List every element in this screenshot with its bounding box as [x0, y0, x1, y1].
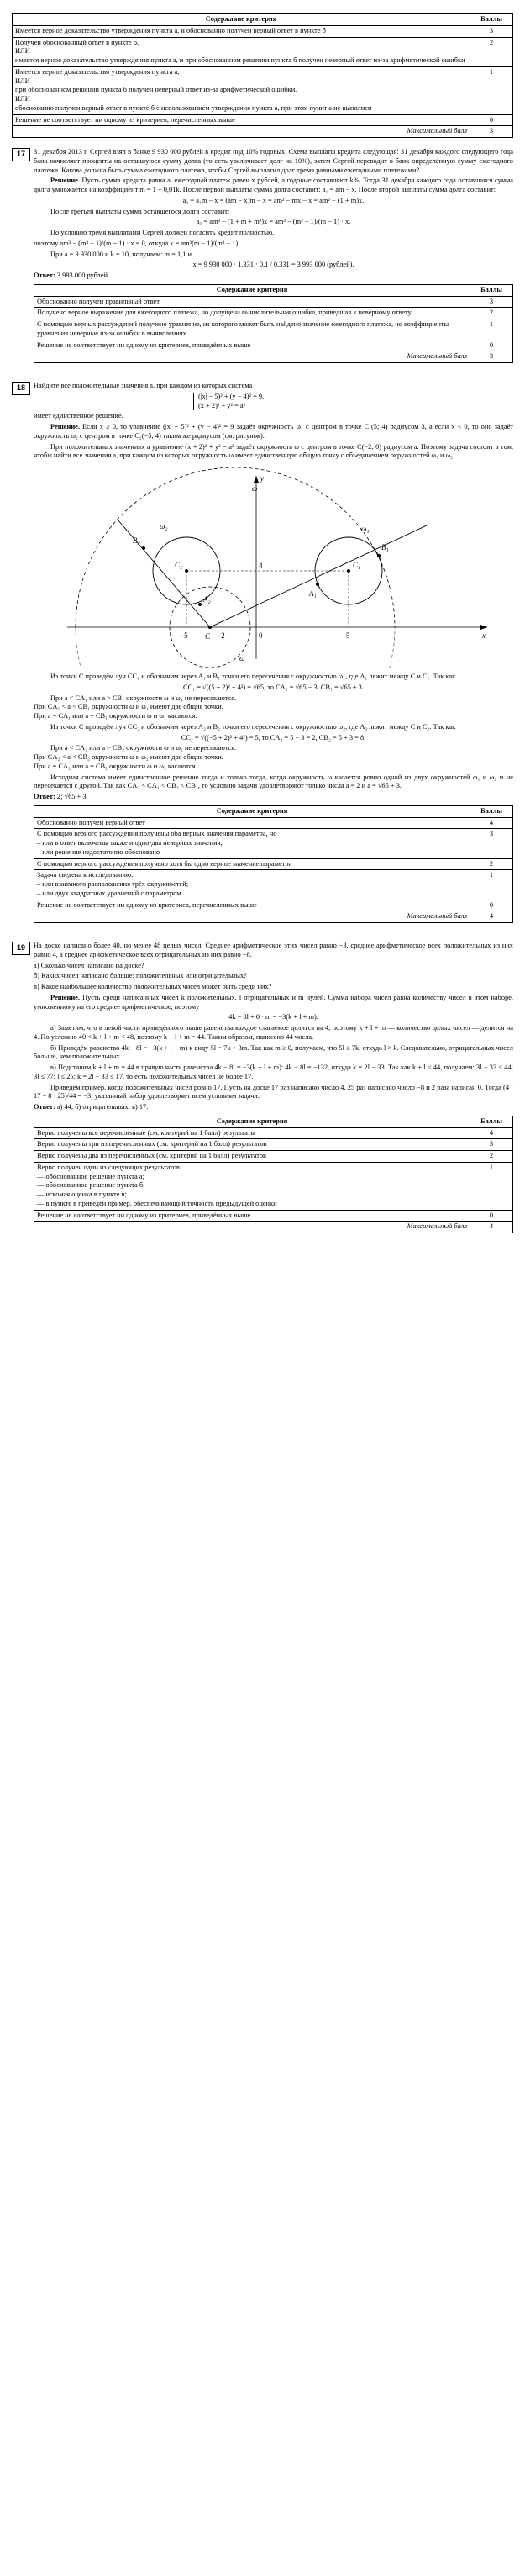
criteria-points: 0	[470, 900, 513, 911]
point-C	[208, 626, 212, 629]
criteria-points: 3	[470, 829, 513, 858]
solution-paragraph	[34, 177, 513, 195]
point-A1	[316, 583, 319, 586]
equation: x = 9 930 000 · 1,331 · 0,1 / 0,331 = 3 993 000 (рублей).	[192, 261, 354, 269]
equation: CC₁ = √((5 + 2)² + 4²) = √65, то CA₁ = √65 − 3, CB₁ = √65 + 3.	[183, 683, 364, 691]
problem-17	[12, 148, 513, 372]
tick-minus5: −5	[180, 631, 188, 640]
solution-paragraph	[34, 994, 513, 1012]
ray-CC2	[118, 520, 210, 627]
criteria-header-row	[34, 805, 513, 817]
solution-text: По условию тремя выплатами Сергей должен погасить кредит полностью,	[50, 229, 275, 236]
max-score-label: Максимальный балл	[13, 126, 470, 138]
criteria-header-row	[34, 284, 513, 296]
circle-omega-large	[76, 467, 395, 627]
criteria-points: 2	[470, 1151, 513, 1163]
criteria-points: 3	[470, 25, 513, 37]
answer-label: Ответ:	[34, 272, 55, 279]
criteria-points: 0	[470, 114, 513, 126]
criteria-row	[34, 340, 513, 351]
criteria-header-label: Содержание критерия	[34, 1116, 470, 1127]
label-C: C	[205, 632, 211, 641]
max-score-value: 3	[470, 126, 513, 138]
equation: a₂ = a₁m − x = (am − x)m − x = am² − mx − x = am² − (1 + m)x.	[182, 196, 365, 204]
max-score-row	[13, 126, 513, 138]
answer-label: Ответ:	[34, 793, 55, 800]
criteria-row	[34, 858, 513, 870]
solution-text: При a < CA₂ или a > CB₂ окружности ω и ω₂ не пересекаются. При CA₂ < a < CB₂ окружности ω и ω₂ имеют две общие точки. При a = CA₂ или a = CB₂ окружности ω и ω₂ касаются.	[34, 744, 237, 770]
solution-text: а) Заметим, что в левой части приведённого выше равенства каждое слагаемое делится на 4, поэтому k + l + m — количество целых чисел — делится на 4. По условию 40 < k + l + m < 48, поэтому k + l + m = 44. Таким образом, написано 44 числа.	[34, 1024, 513, 1041]
max-score-label: Максимальный балл	[34, 351, 470, 363]
criteria-row	[34, 1139, 513, 1151]
criteria-points: 1	[470, 1162, 513, 1210]
max-score-value: 4	[470, 911, 513, 923]
criteria-text: Имеется верное доказательство утверждения пункта а, ИЛИ при обоснованном решении пункта б получен неверный ответ из-за арифметической ошибки, ИЛИ обоснованно получен верный ответ в пункте б с использованием утверждения пункта а, при этом пункт а не выполнен	[13, 66, 470, 114]
criteria-row	[34, 900, 513, 911]
label-x-axis: x	[482, 631, 486, 640]
question-a: а) Сколько чисел написано на доске?	[34, 961, 144, 969]
answer-text: а) 44; б) отрицательных; в) 17.	[56, 1103, 149, 1111]
ray-CC1	[210, 525, 428, 627]
solution-text: Если x ≥ 0, то уравнение (|x| − 5)² + (y − 4)² = 9 задаёт окружность ω₁ с центром в точке C₁(5; 4) радиусом 3, а если x < 0, то оно задаёт окружность ω₂ с центром в точке C₂(−5; 4) таким же радиусом (см. рисунок).	[34, 423, 514, 440]
criteria-table-16	[12, 13, 513, 138]
criteria-row	[34, 296, 513, 308]
max-score-label: Максимальный балл	[34, 1222, 470, 1233]
point-B1	[377, 554, 381, 557]
points-header-label: Баллы	[470, 284, 513, 296]
x-axis-arrow	[480, 625, 487, 630]
label-A1: A₁	[309, 589, 317, 598]
point-C2	[185, 569, 188, 573]
criteria-text: Верно получены все перечисленные (см. критерий на 1 балл) результаты	[34, 1127, 470, 1139]
criteria-row	[13, 66, 513, 114]
criteria-header-label: Содержание критерия	[34, 805, 470, 817]
problem-19	[12, 942, 513, 1242]
question-b: б) Каких чисел написано больше: положительных или отрицательных?	[34, 972, 247, 980]
criteria-points: 2	[470, 858, 513, 870]
solution-text: Приведём пример, когда положительных чисел ровно 17. Пусть на доске 17 раз написано число 4, 25 раз написано число −8 и 2 раза написан 0. Тогда (4 · 17 − 8 · 25)/44 = −3; указанный набор удовлетворяет всем условиям задачи.	[34, 1083, 513, 1101]
solution-text: Пусть среди написанных чисел k положительных, l отрицательных и m нулей. Сумма набора чисел равна количеству чисел в этом наборе, умноженному на его среднее арифметическое, поэтому	[34, 993, 513, 1011]
criteria-text: Решение не соответствует ни одному из критериев, приведённых выше	[34, 340, 470, 351]
criteria-row	[13, 37, 513, 66]
max-score-row	[34, 351, 513, 363]
solution-label: Решение.	[50, 177, 80, 185]
criteria-text: Получено верное выражение для ежегодного платежа, но допущена вычислительная ошибка, приведшая к неверному ответу	[34, 308, 470, 319]
criteria-row	[34, 817, 513, 829]
solution-text: Из точки C проведём луч CC₂ и обозначим через A₂ и B₂ точки его пересечения с окружностью ω₂, где A₂ лежит между C и C₂. Так как	[50, 722, 456, 731]
criteria-row	[34, 829, 513, 858]
criteria-text: Обоснованно получен правильный ответ	[34, 296, 470, 308]
answer-text: 2; √65 + 3.	[56, 793, 88, 800]
tick-5: 5	[346, 631, 350, 640]
criteria-points: 4	[470, 817, 513, 829]
problem-number: 19	[12, 942, 30, 955]
y-axis-arrow	[254, 476, 259, 483]
criteria-text: Верно получен один из следующих результатов: — обоснованное решение пункта а; — обоснованное решение пункта б; — искомая оценка в пункте в; — в пункте в приведён пример, обеспечивающий точность предыдущей оценки	[34, 1162, 470, 1210]
label-C2: C₂	[175, 561, 183, 569]
points-header-label: Баллы	[470, 1116, 513, 1127]
tick-0: 0	[259, 631, 263, 640]
problem-statement: Найдите все положительные значения a, при каждом из которых система	[34, 382, 253, 389]
criteria-points: 2	[470, 308, 513, 319]
criteria-text: С помощью верного рассуждения получены оба верных значения параметра, но – или в ответ включены также и одно-два неверных значения; – или решение недостаточно обосновано	[34, 829, 470, 858]
max-score-value: 4	[470, 1222, 513, 1233]
criteria-points: 3	[470, 1139, 513, 1151]
criteria-text: Верно получены три из перечисленных (см. критерий на 1 балл) результатов	[34, 1139, 470, 1151]
answer	[34, 272, 513, 281]
answer	[34, 793, 513, 802]
solution-text: При положительных значениях a уравнение (x + 2)² + y² = a² задаёт окружность ω с центром в точке C(−2; 0) радиусом a. Поэтому задача состоит в том, чтобы найти все значения a, при каждом из которых окружность ω имеет единственную общую точку с объединением окружностей ω₁ и ω₂.	[34, 442, 513, 460]
criteria-points: 0	[470, 1210, 513, 1222]
circles-figure	[34, 466, 504, 668]
label-B2: B₂	[133, 536, 140, 545]
equation: При a = 9 930 000 и k = 10, получаем: m = 1,1 и	[50, 250, 192, 258]
criteria-points: 3	[470, 296, 513, 308]
problem-number: 17	[12, 148, 30, 161]
criteria-header-row	[13, 14, 513, 26]
criteria-row	[13, 114, 513, 126]
criteria-row	[34, 319, 513, 340]
criteria-text: С помощью верного рассуждения получено хотя бы одно верное значение параметра	[34, 858, 470, 870]
criteria-row	[13, 25, 513, 37]
label-C1: C₁	[353, 561, 361, 569]
criteria-text: С помощью верных рассуждений получено уравнение, из которого может быть найдено значение ежегодного платежа, но коэффициенты уравнения неверные из-за ошибки в вычислениях	[34, 319, 470, 340]
criteria-text: Имеется верное доказательство утверждения пункта а, и обоснованно получен верный ответ в пункте б	[13, 25, 470, 37]
max-score-label: Максимальный балл	[34, 911, 470, 923]
answer-text: 3 993 000 рублей.	[56, 272, 110, 279]
max-score-row	[34, 911, 513, 923]
criteria-header-label: Содержание критерия	[13, 14, 470, 26]
criteria-text: Решение не соответствует ни одному из критериев, приведённых выше	[34, 1210, 470, 1222]
criteria-text: Обоснованно получен верный ответ	[34, 817, 470, 829]
system-equation: (x + 2)² + y² = a²	[198, 401, 246, 409]
criteria-table-19	[34, 1116, 513, 1233]
problem-18	[12, 382, 513, 932]
points-header-label: Баллы	[470, 805, 513, 817]
page	[12, 0, 513, 1242]
solution-text: в) Подставим k + l + m = 44 в правую часть равенства 4k − 8l = −3(k + l + m): 4k − 8l = −132, откуда k = 2l − 33. Так как k + l ≤ 44, получаем: 3l − 33 ≤ 44; 3l ≤ 77; l ≤ 25; k = 2l − 33 ≤ 17, то есть положительных чисел не более 17.	[34, 1064, 513, 1080]
equation-system	[193, 393, 513, 411]
label-omega1: ω₁	[361, 525, 370, 533]
equation: поэтому am³ − (m³ − 1)/(m − 1) · x = 0, откуда x = am³(m − 1)/(m³ − 1).	[34, 239, 240, 247]
solution-text: Из точки C проведём луч CC₁ и обозначим через A₁ и B₁ точки его пересечения с окружностью ω₁, где A₁ лежит между C и C₁. Так как	[50, 673, 456, 680]
label-A2: A₂	[203, 595, 211, 604]
solution-text: Исходная система имеет единственное решение тогда и только тогда, когда окружность ω касается ровно одной из двух окружностей ω₁ и ω₂ и не пересекается с другой. Так как CA₂ < CA₁ < CB₂ < CB₁, то условию задачи удовлетворяют только числа a = 2 и a = √65 + 3.	[34, 773, 513, 790]
label-omega-top: ω	[252, 484, 258, 493]
criteria-points: 1	[470, 870, 513, 900]
solution-text: Пусть сумма кредита равна a, ежегодный платеж равен x рублей, а годовые составляют k%. Тогда 31 декабря каждого года оставшаяся сумма долга умножается на коэффициент m = 1 + 0,01k. После первой выплаты сумма долга составит: a₁ = am − x. После второй выплаты сумма долга составит:	[34, 177, 513, 193]
point-A2	[198, 603, 202, 606]
solution-text: б) Приведём равенство 4k − 8l = −3(k + l + m) к виду 5l = 7k + 3m. Так как m ≥ 0, получаем, что 5l ≥ 7k, откуда l > k. Следовательно, отрицательных чисел больше, чем положительных.	[34, 1043, 513, 1061]
max-score-row	[34, 1222, 513, 1233]
criteria-text: Решение не соответствует ни одному из критериев, перечисленных выше	[13, 114, 470, 126]
label-y-axis: y	[260, 474, 264, 483]
criteria-row	[34, 308, 513, 319]
points-header-label: Баллы	[470, 14, 513, 26]
criteria-points: 1	[470, 66, 513, 114]
point-B2	[142, 546, 145, 550]
problem-statement: 31 декабря 2013 г. Сергей взял в банке 9 930 000 рублей в кредит под 10% годовых. Схема выплаты кредита следующая: 31 декабря каждого следующего года банк начисляет проценты на оставшуюся сумму долга (то есть увеличивает долг на 10%), затем Сергей переводит в банк определённую сумму ежегодного платежа. Какова должна быть сумма ежегодного платежа, чтобы Сергей выплатил долг тремя равными ежегодными платежами?	[34, 148, 513, 174]
label-omega2: ω₂	[160, 522, 168, 531]
answer	[34, 1103, 513, 1112]
criteria-points: 2	[470, 37, 513, 66]
criteria-row	[34, 1151, 513, 1163]
solution-label: Решение.	[50, 993, 80, 1001]
criteria-row	[34, 1162, 513, 1210]
equation: CC₂ = √((−5 + 2)² + 4²) = 5, то CA₂ = 5 − 3 = 2, CB₂ = 5 + 3 = 8.	[181, 733, 366, 742]
question-c: в) Какое наибольшее количество положительных чисел может быть среди них?	[34, 983, 272, 990]
equation: a₃ = am³ − (1 + m + m²)x = am³ − (m³ − 1)/(m − 1) · x.	[196, 218, 351, 226]
criteria-text: Решение не соответствует ни одному из критериев, перечисленных выше	[34, 900, 470, 911]
criteria-row	[34, 1127, 513, 1139]
criteria-table-17	[34, 284, 513, 363]
system-equation: (|x| − 5)² + (y − 4)² = 9,	[198, 392, 265, 400]
criteria-points: 4	[470, 1127, 513, 1139]
label-B1: B₁	[381, 543, 389, 552]
criteria-text: Получен обоснованный ответ в пункте б, ИЛИ имеется верное доказательство утверждения пункта а, и при обоснованном решении пункта б получен неверный ответ из-за арифметической ошибки	[13, 37, 470, 66]
solution-text: При a < CA₁ или a > CB₁ окружности ω и ω₁ не пересекаются. При CA₁ < a < CB₁ окружности ω и ω₁ имеют две общие точки. При a = CA₁ или a = CB₁ окружности ω и ω₁ касаются.	[34, 694, 237, 720]
solution-paragraph	[34, 423, 513, 441]
label-omega-bottom: ω	[239, 654, 245, 662]
problem-statement: На доске написано более 40, но менее 48 целых чисел. Среднее арифметическое этих чисел равно −3, среднее арифметическое всех положительных из них равно 4, а среднее арифметическое всех отрицательных из них равно −8.	[34, 942, 513, 958]
point-C1	[347, 569, 350, 573]
criteria-text: Задача сведена к исследованию: – или взаимного расположения трёх окружностей; – или двух квадратных уравнений с параметром	[34, 870, 470, 900]
criteria-text: Верно получены два из перечисленных (см. критерий на 1 балл) результатов	[34, 1151, 470, 1163]
criteria-table-18	[34, 805, 513, 923]
criteria-row	[34, 870, 513, 900]
problem-statement: имеет единственное решение.	[34, 412, 123, 420]
criteria-row	[34, 1210, 513, 1222]
criteria-points: 0	[470, 340, 513, 351]
equation: 4k − 8l + 0 · m = −3(k + l + m).	[228, 1013, 318, 1021]
criteria-header-row	[34, 1116, 513, 1127]
problem-number: 18	[12, 382, 30, 395]
solution-text: После третьей выплаты сумма оставшегося долга составит:	[50, 207, 230, 215]
tick-4: 4	[259, 562, 263, 570]
criteria-points: 1	[470, 319, 513, 340]
max-score-value: 3	[470, 351, 513, 363]
solution-label: Решение.	[50, 423, 80, 430]
answer-label: Ответ:	[34, 1103, 55, 1111]
tick-minus2: −2	[217, 631, 225, 640]
criteria-header-label: Содержание критерия	[34, 284, 470, 296]
